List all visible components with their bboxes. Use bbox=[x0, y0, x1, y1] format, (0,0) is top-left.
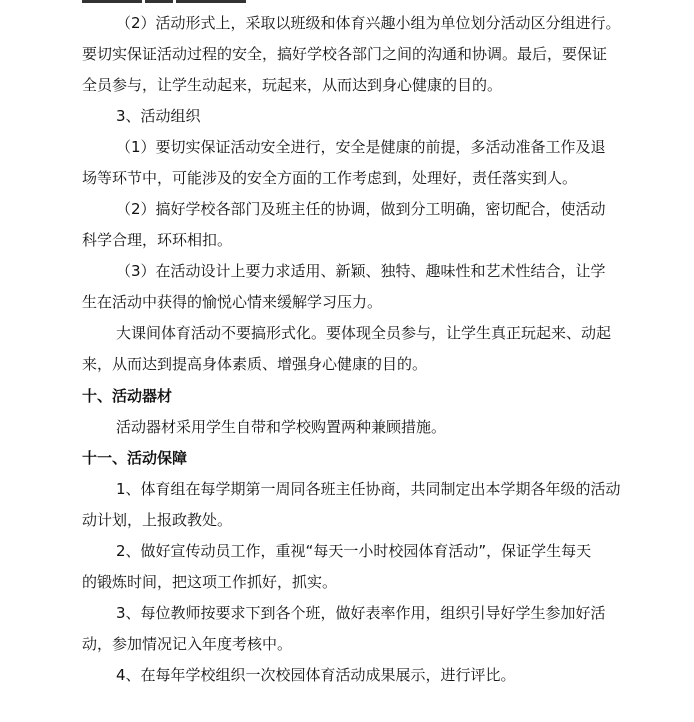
paragraph-line: 动，参加情况记入年度考核中。 bbox=[82, 635, 293, 653]
paragraph-line: 3、每位教师按要求下到各个班，做好表率作用，组织引导好学生参加好活 bbox=[116, 604, 606, 622]
paragraph-line: 要切实保证活动过程的安全，搞好学校各部门之间的沟通和协调。最后，要保证 bbox=[82, 45, 608, 63]
paragraph-line: 场等环节中，可能涉及的安全方面的工作考虑到，处理好，责任落实到人。 bbox=[82, 169, 578, 187]
cropped-top-text bbox=[82, 0, 322, 4]
paragraph-line: 活动器材采用学生自带和学校购置两种兼顾措施。 bbox=[116, 418, 447, 436]
paragraph-line: 4、在每年学校组织一次校园体育活动成果展示，进行评比。 bbox=[116, 666, 516, 684]
paragraph-line: 2、做好宣传动员工作，重视“每天一小时校园体育活动”，保证学生每天 bbox=[116, 542, 592, 560]
paragraph-line: 全员参与，让学生动起来，玩起来，从而达到身心健康的目的。 bbox=[82, 76, 503, 94]
paragraph-line: （1）要切实保证活动安全进行，安全是健康的前提，多活动准备工作及退 bbox=[116, 138, 606, 156]
subheading: 3、活动组织 bbox=[116, 107, 201, 125]
paragraph-line: 大课间体育活动不要搞形式化。要体现全员参与，让学生真正玩起来、动起 bbox=[116, 324, 612, 342]
paragraph-line: 1、体育组在每学期第一周同各班主任协商，共同制定出本学期各年级的活动 bbox=[116, 480, 621, 498]
paragraph-line: 科学合理，环环相扣。 bbox=[82, 231, 233, 249]
paragraph-line: （2）活动形式上，采取以班级和体育兴趣小组为单位划分活动区分组进行。 bbox=[116, 14, 621, 32]
paragraph-line: 动计划，上报政教处。 bbox=[82, 511, 233, 529]
paragraph-line: （2）搞好学校各部门及班主任的协调，做到分工明确，密切配合，使活动 bbox=[116, 200, 606, 218]
section-heading-11: 十一、活动保障 bbox=[82, 449, 188, 467]
paragraph-line: 来，从而达到提高身体素质、增强身心健康的目的。 bbox=[82, 355, 428, 373]
section-heading-10: 十、活动器材 bbox=[82, 387, 173, 405]
paragraph-line: 的锻炼时间，把这项工作抓好，抓实。 bbox=[82, 573, 338, 591]
paragraph-line: （3）在活动设计上要力求适用、新颖、独特、趣味性和艺术性结合，让学 bbox=[116, 262, 606, 280]
paragraph-line: 生在活动中获得的愉悦心情来缓解学习压力。 bbox=[82, 293, 383, 311]
